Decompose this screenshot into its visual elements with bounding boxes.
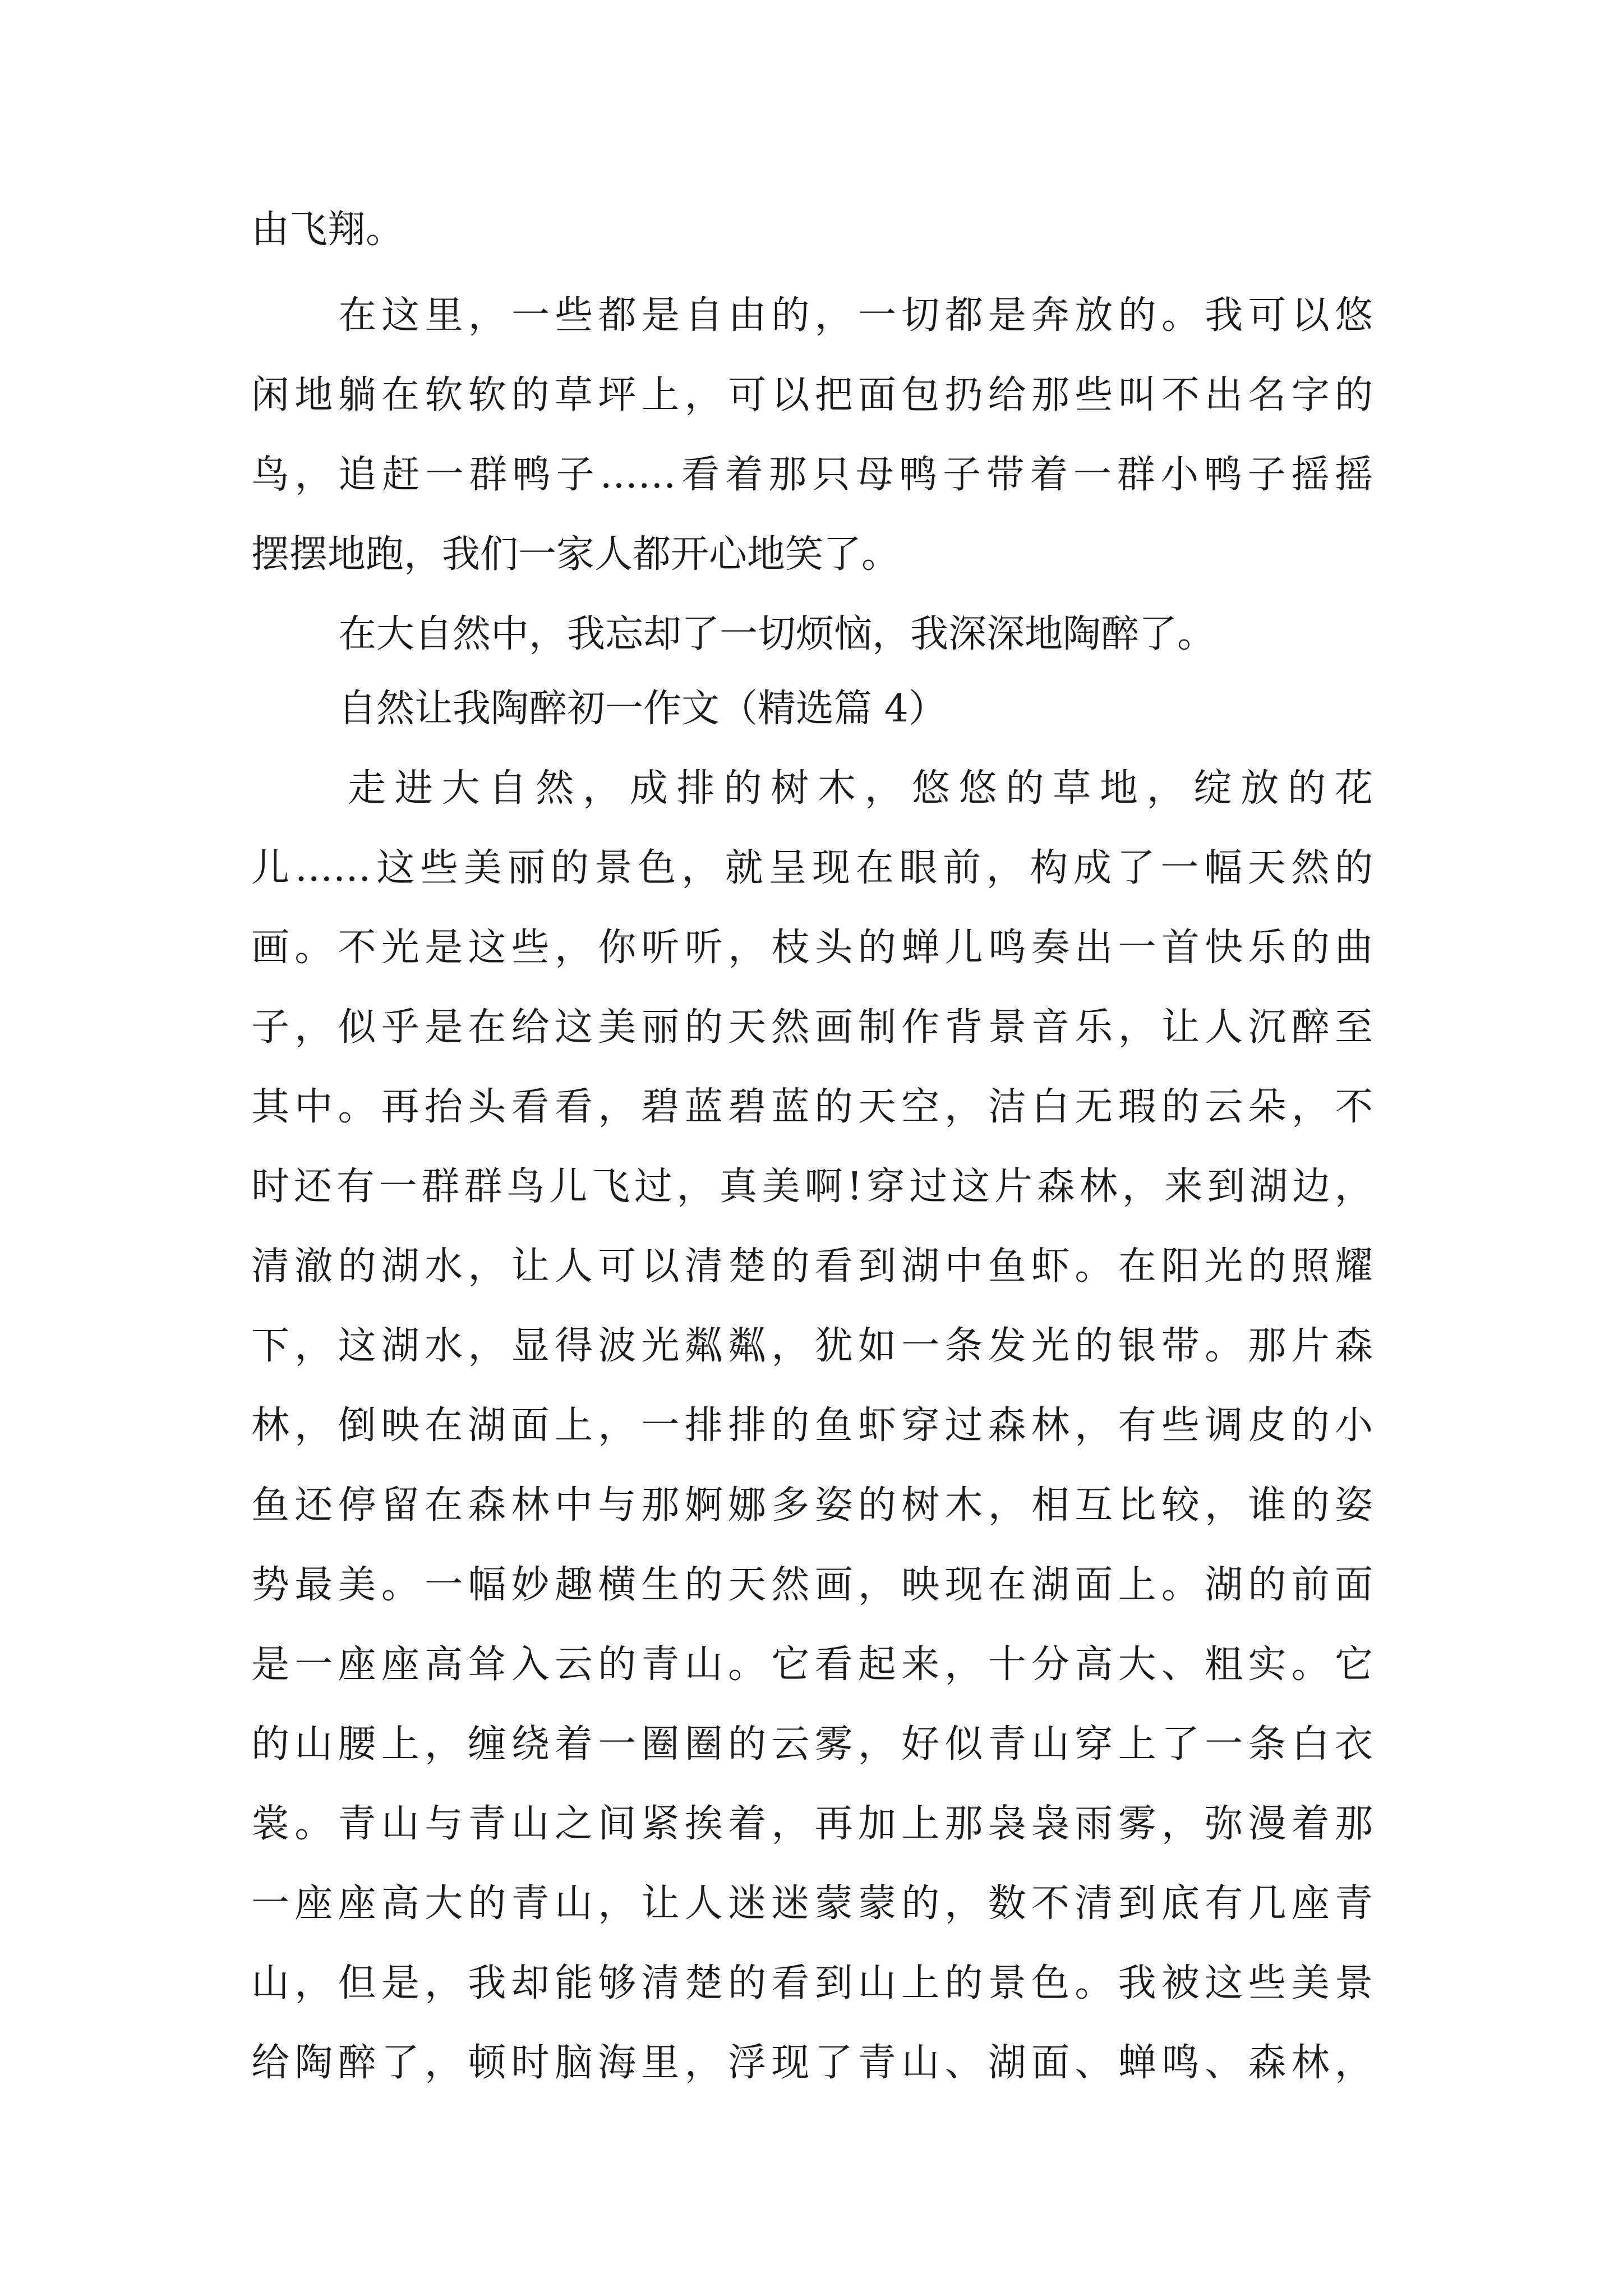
text-line: 林，倒映在湖面上，一排排的鱼虾穿过森林，有些调皮的小: [251, 1404, 1373, 1448]
text-line: 儿……这些美丽的景色，就呈现在眼前，构成了一幅天然的: [251, 846, 1373, 890]
text-line: 画。不光是这些，你听听，枝头的蝉儿鸣奏出一首快乐的曲: [251, 926, 1373, 970]
text-line: 子，似乎是在给这美丽的天然画制作背景音乐，让人沉醉至: [251, 1005, 1373, 1050]
section-heading: 自然让我陶醉初一作文（精选篇 4）: [338, 687, 947, 731]
text-line: 摆摆地跑，我们一家人都开心地笑了。: [251, 532, 900, 577]
text-line: 一座座高大的青山，让人迷迷蒙蒙的，数不清到底有几座青: [251, 1881, 1373, 1926]
text-line: 下，这湖水，显得波光粼粼，犹如一条发光的银带。那片森: [251, 1324, 1373, 1368]
text-line: 是一座座高耸入云的青山。它看起来，十分高大、粗实。它: [251, 1642, 1373, 1687]
text-line: 的山腰上，缠绕着一圈圈的云雾，好似青山穿上了一条白衣: [251, 1722, 1373, 1766]
text-line: 走进大自然，成排的树木，悠悠的草地，绽放的花: [348, 766, 1373, 811]
text-line: 其中。再抬头看看，碧蓝碧蓝的天空，洁白无瑕的云朵，不: [251, 1085, 1373, 1129]
text-line: 给陶醉了，顿时脑海里，浮现了青山、湖面、蝉鸣、森林，: [251, 2041, 1373, 2085]
text-line: 清澈的湖水，让人可以清楚的看到湖中鱼虾。在阳光的照耀: [251, 1244, 1373, 1289]
text-line: 裳。青山与青山之间紧挨着，再加上那袅袅雨雾，弥漫着那: [251, 1802, 1373, 1846]
text-line: 时还有一群群鸟儿飞过，真美啊!穿过这片森林，来到湖边，: [251, 1165, 1373, 1209]
text-line: 闲地躺在软软的草坪上，可以把面包扔给那些叫不出名字的: [251, 373, 1373, 417]
text-line: 鸟，追赶一群鸭子……看着那只母鸭子带着一群小鸭子摇摇: [251, 453, 1373, 497]
text-line: 势最美。一幅妙趣横生的天然画，映现在湖面上。湖的前面: [251, 1563, 1373, 1607]
text-line: 在这里，一些都是自由的，一切都是奔放的。我可以悠: [338, 293, 1373, 338]
text-line: 山，但是，我却能够清楚的看到山上的景色。我被这些美景: [251, 1961, 1373, 2005]
text-line: 鱼还停留在森林中与那婀娜多姿的树木，相互比较，谁的姿: [251, 1483, 1373, 1527]
text-line: 由飞翔。: [251, 208, 404, 252]
text-line: 在大自然中，我忘却了一切烦恼，我深深地陶醉了。: [338, 612, 1216, 656]
